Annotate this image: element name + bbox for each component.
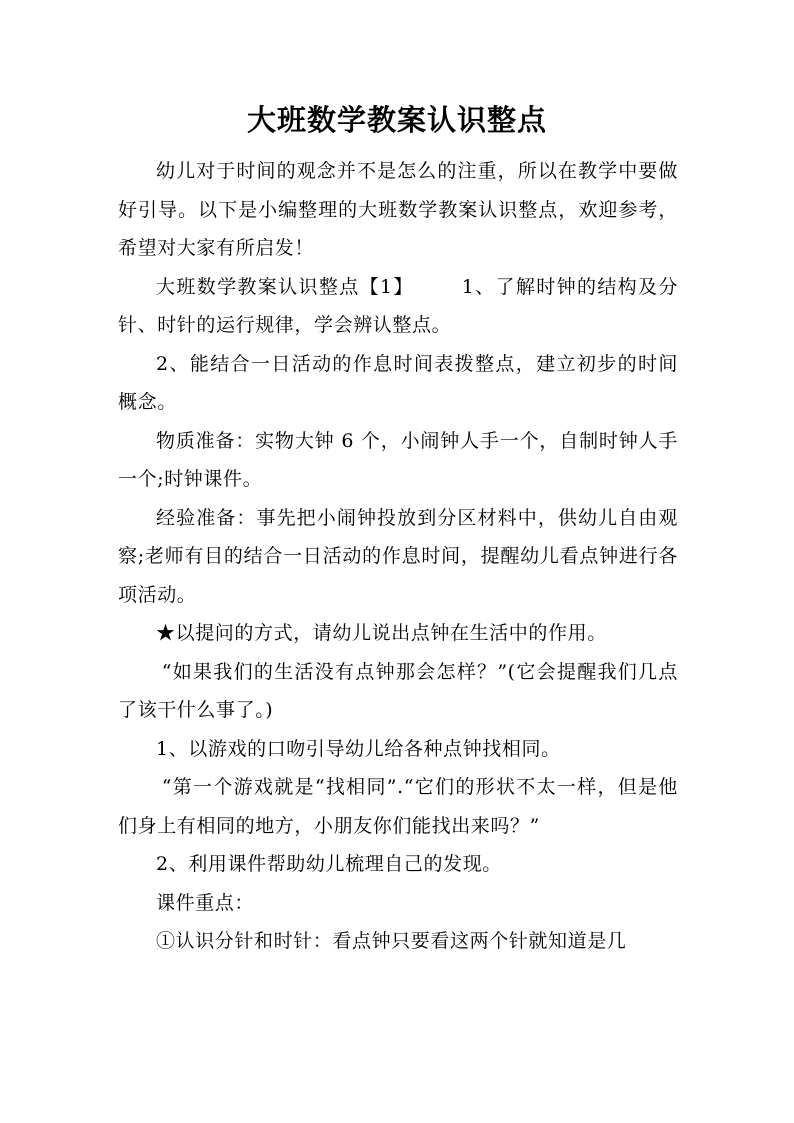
paragraph-step-2: 2、利用课件帮助幼儿梳理自己的发现。 (156, 853, 502, 875)
paragraph-goal-2: 2、能结合一日活动的作息时间表拨整点，建立初步的时间概念。 (118, 352, 678, 413)
paragraph-question-quote: “如果我们的生活没有点钟那会怎样？”(它会提醒我们几点了该干什么事了。) (118, 660, 678, 721)
paragraph-question-intro: ★以提问的方式，请幼儿说出点钟在生活中的作用。 (156, 622, 607, 644)
paragraph-material-preparation: 物质准备：实物大钟 6 个，小闹钟人手一个，自制时钟人手一个;时钟课件。 (118, 429, 678, 490)
document-title: 大班数学教案认识整点 (246, 103, 547, 137)
paragraph-game-quote: “第一个游戏就是“找相同”.“它们的形状不太一样，但是他们身上有相同的地方，小朋友你们能找出来吗？” (118, 776, 678, 837)
paragraph-heading-and-goal-1 (118, 268, 678, 345)
paragraph-intro: 幼儿对于时间的观念并不是怎么的注重，所以在教学中要做好引导。以下是小编整理的大班数学教案认识整点，欢迎参考，希望对大家有所启发！ (118, 160, 678, 259)
paragraph-minute-hour-hands: ①认识分针和时针：看点钟只要看这两个针就知道是几 (156, 930, 627, 952)
goal-1: 1、了解时钟的结构及分针、时针的运行规律，学会辨认整点。 (118, 275, 678, 336)
paragraph-experience-preparation: 经验准备：事先把小闹钟投放到分区材料中，供幼儿自由观察;老师有目的结合一日活动的作息时间，提醒幼儿看点钟进行各项活动。 (118, 506, 678, 606)
section-heading: 大班数学教案认识整点【1】 (156, 275, 414, 298)
document-body (118, 152, 678, 961)
paragraph-step-1: 1、以游戏的口吻引导幼儿给各种点钟找相同。 (156, 737, 561, 760)
paragraph-courseware-focus: 课件重点： (156, 891, 255, 914)
